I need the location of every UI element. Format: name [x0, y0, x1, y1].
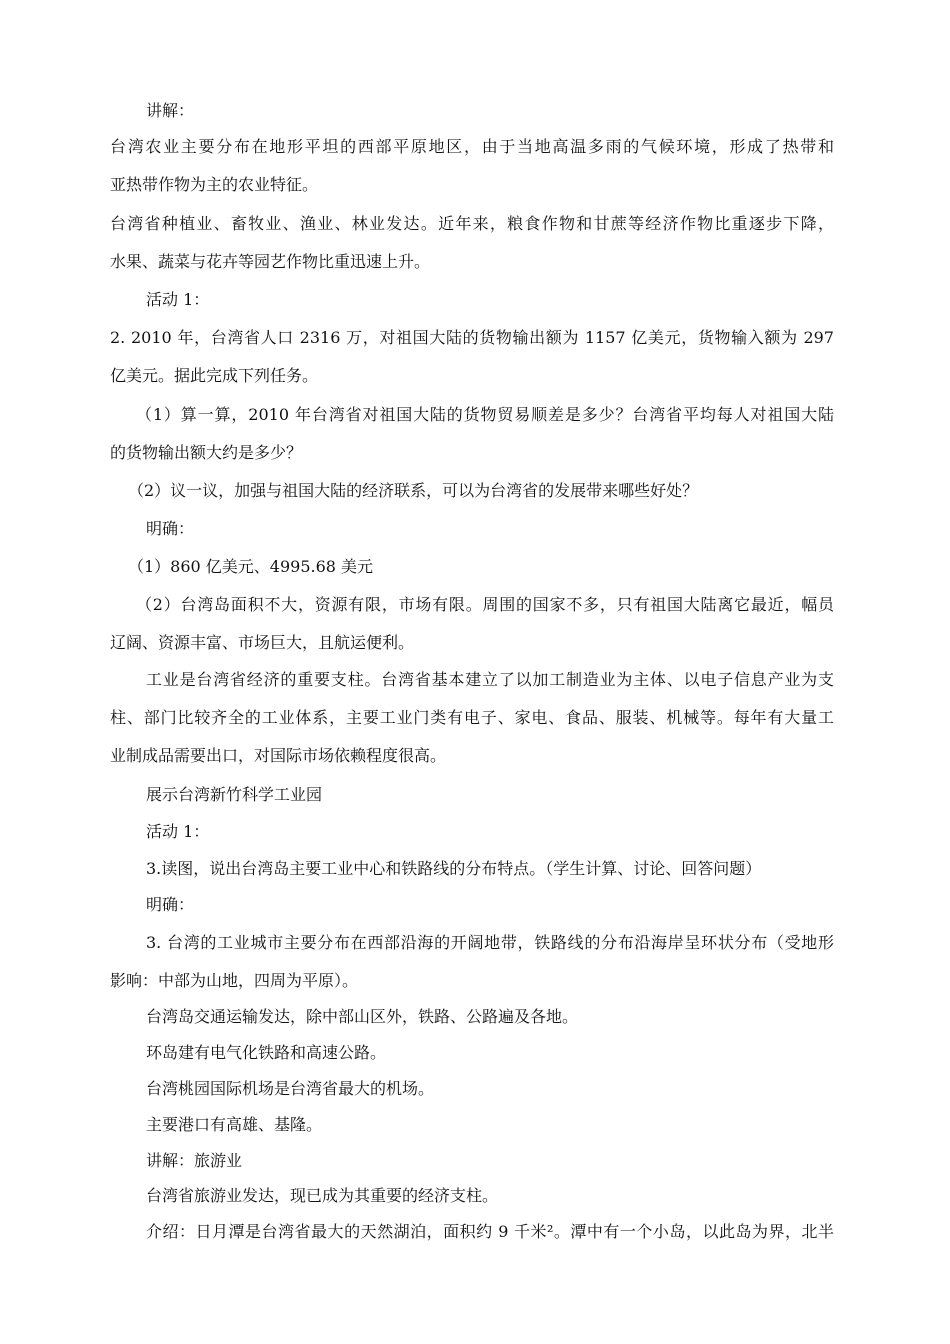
- paragraph-line: 台湾桃园国际机场是台湾省最大的机场。: [146, 1079, 435, 1098]
- paragraph-line: 影响：中部为山地，四周为平原）。: [110, 971, 359, 990]
- paragraph-line: 讲解：: [146, 101, 195, 120]
- paragraph-line: 明确：: [146, 895, 195, 914]
- paragraph-line: 水果、蔬菜与花卉等园艺作物比重迅速上升。: [110, 252, 431, 271]
- paragraph-line: 业制成品需要出口，对国际市场依赖程度很高。: [110, 746, 447, 765]
- paragraph-line: （1）860 亿美元、4995.68 美元: [128, 557, 374, 576]
- paragraph-line: 环岛建有电气化铁路和高速公路。: [146, 1043, 387, 1062]
- paragraph-line: 展示台湾新竹科学工业园: [146, 785, 323, 804]
- paragraph-line: （2）议一议，加强与祖国大陆的经济联系，可以为台湾省的发展带来哪些好处？: [128, 481, 699, 500]
- paragraph-line: 亿美元。据此完成下列任务。: [110, 366, 319, 385]
- paragraph-line: 亚热带作物为主的农业特征。: [110, 175, 319, 194]
- paragraph-line: 台湾省旅游业发达，现已成为其重要的经济支柱。: [146, 1186, 499, 1205]
- paragraph-line: 台湾岛交通运输发达，除中部山区外，铁路、公路遍及各地。: [146, 1007, 579, 1026]
- paragraph-line: 介绍：日月潭是台湾省最大的天然湖泊，面积约 9 千米²。潭中有一个小岛，以此岛为界，北半: [146, 1222, 834, 1241]
- paragraph-line: 主要港口有高雄、基隆。: [146, 1115, 323, 1134]
- paragraph-line: （1）算一算，2010 年台湾省对祖国大陆的货物贸易顺差是多少？台湾省平均每人对祖国大陆: [136, 405, 834, 424]
- paragraph-line: 活动 1：: [146, 290, 210, 309]
- paragraph-line: 工业是台湾省经济的重要支柱。台湾省基本建立了以加工制造业为主体、以电子信息产业为支: [146, 670, 834, 689]
- paragraph-line: 3.读图，说出台湾岛主要工业中心和铁路线的分布特点。（学生计算、讨论、回答问题）: [146, 859, 762, 878]
- paragraph-line: 柱、部门比较齐全的工业体系，主要工业门类有电子、家电、食品、服装、机械等。每年有大量工: [110, 708, 834, 727]
- paragraph-line: 辽阔、资源丰富、市场巨大，且航运便利。: [110, 633, 415, 652]
- paragraph-line: 台湾农业主要分布在地形平坦的西部平原地区，由于当地高温多雨的气候环境，形成了热带和: [110, 137, 834, 156]
- paragraph-line: （2）台湾岛面积不大，资源有限，市场有限。周围的国家不多，只有祖国大陆离它最近，幅员: [136, 595, 834, 614]
- paragraph-line: 2. 2010 年，台湾省人口 2316 万，对祖国大陆的货物输出额为 1157 亿美元，货物输入额为 297: [110, 328, 834, 347]
- paragraph-line: 讲解：旅游业: [146, 1151, 243, 1170]
- paragraph-line: 明确：: [146, 519, 195, 538]
- paragraph-line: 3. 台湾的工业城市主要分布在西部沿海的开阔地带，铁路线的分布沿海岸呈环状分布（受地形: [146, 933, 834, 952]
- paragraph-line: 活动 1：: [146, 822, 210, 841]
- paragraph-line: 台湾省种植业、畜牧业、渔业、林业发达。近年来，粮食作物和甘蔗等经济作物比重逐步下降，: [110, 214, 834, 233]
- paragraph-line: 的货物输出额大约是多少？: [110, 443, 303, 462]
